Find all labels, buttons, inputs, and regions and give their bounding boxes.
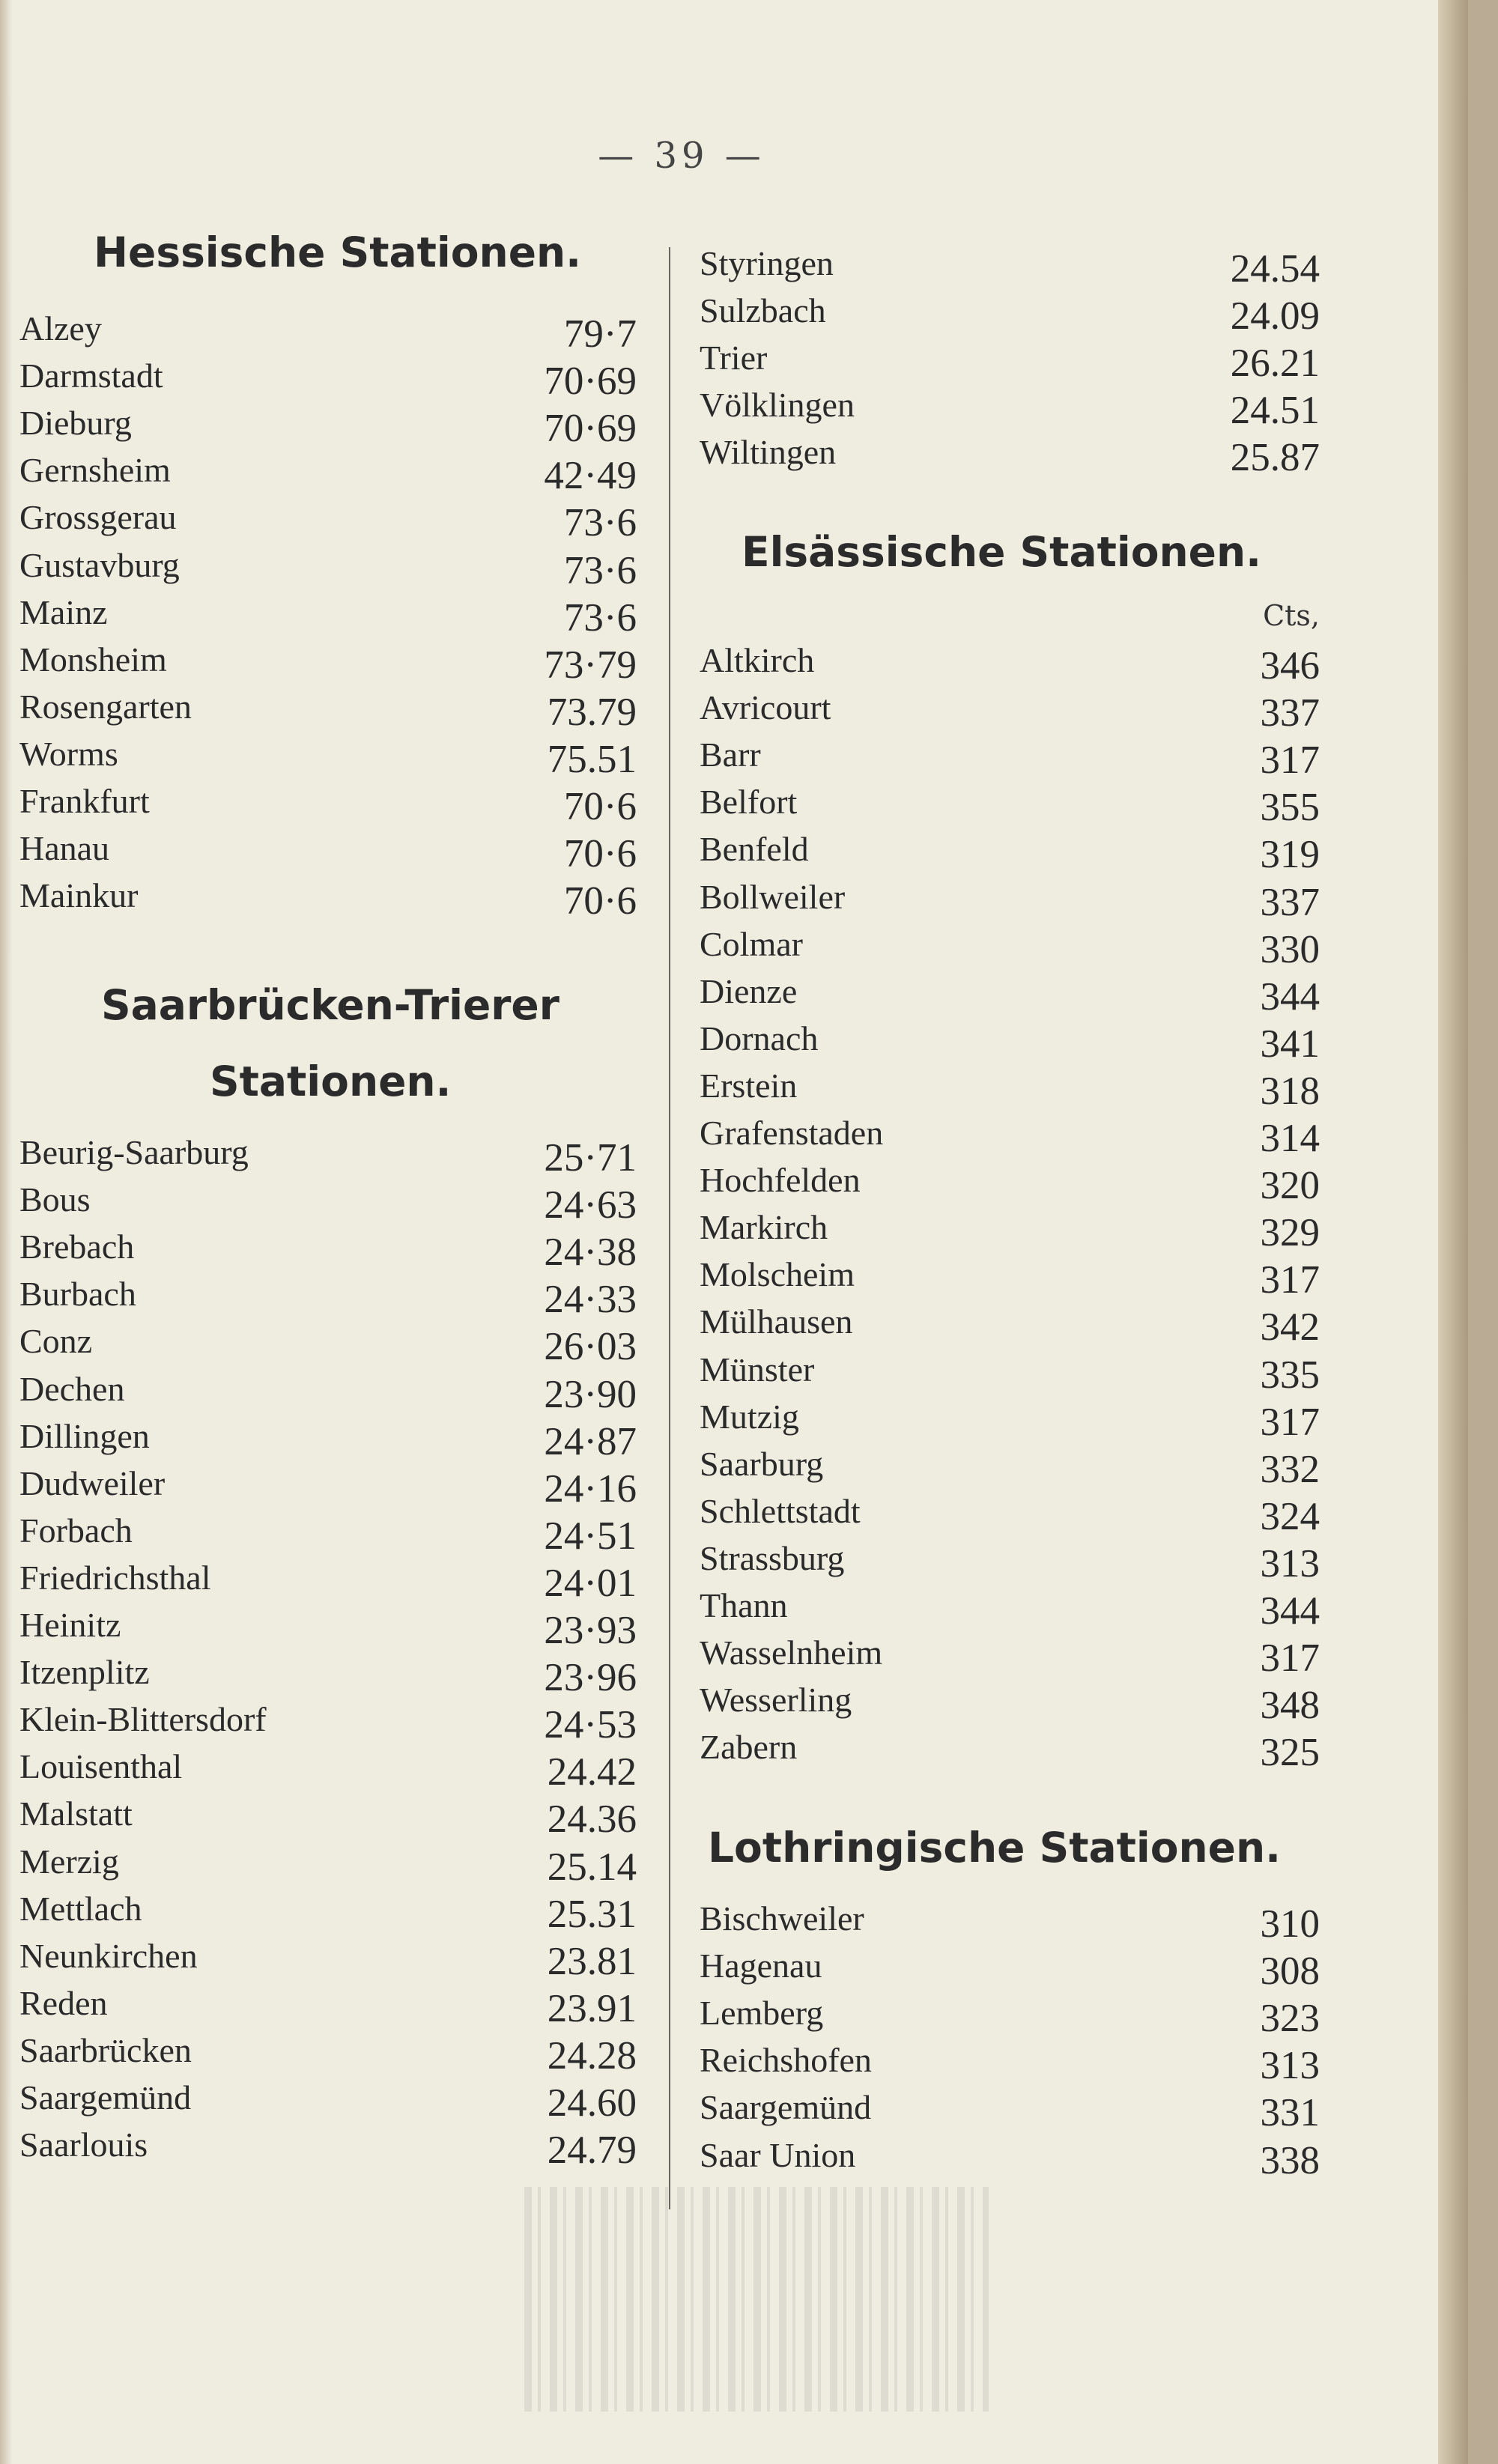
station-row bbox=[0, 309, 674, 356]
station-rate: 24.42 bbox=[547, 1750, 637, 1794]
station-rate: 24.54 bbox=[1230, 247, 1320, 291]
station-name: Itzenplitz bbox=[19, 1653, 150, 1692]
station-name: Hagenau bbox=[700, 1946, 822, 1985]
station-name: Strassburg bbox=[700, 1538, 845, 1577]
station-row bbox=[667, 1899, 1416, 1946]
station-rate: 317 bbox=[1260, 1258, 1320, 1302]
heading-saarbruecken-line1: Saarbrücken-Trierer bbox=[101, 981, 560, 1029]
station-rate: 23·96 bbox=[544, 1656, 637, 1700]
station-row bbox=[0, 1794, 674, 1842]
station-rate: 337 bbox=[1260, 880, 1320, 924]
station-rate: 323 bbox=[1260, 1997, 1320, 2041]
station-name: Bous bbox=[19, 1180, 91, 1219]
station-name: Mutzig bbox=[700, 1397, 799, 1436]
station-rate: 325 bbox=[1260, 1731, 1320, 1775]
station-name: Trier bbox=[700, 339, 768, 377]
station-name: Dudweiler bbox=[19, 1463, 166, 1502]
station-row bbox=[0, 1180, 674, 1228]
station-name: Rosengarten bbox=[19, 687, 192, 726]
station-row bbox=[667, 1019, 1416, 1066]
station-row bbox=[667, 829, 1416, 877]
station-name: Zabern bbox=[700, 1728, 798, 1767]
station-row bbox=[667, 1727, 1416, 1775]
station-row bbox=[0, 1416, 674, 1461]
station-rate: 355 bbox=[1260, 786, 1320, 830]
station-name: Hanau bbox=[19, 829, 110, 868]
station-row bbox=[0, 1369, 674, 1414]
station-rate: 324 bbox=[1260, 1494, 1320, 1538]
station-rate: 318 bbox=[1260, 1069, 1320, 1113]
station-name: Wesserling bbox=[700, 1681, 852, 1720]
station-row bbox=[0, 1132, 674, 1180]
station-rate: 24·53 bbox=[544, 1703, 637, 1747]
station-row bbox=[667, 971, 1416, 1019]
station-rate: 70·6 bbox=[563, 832, 637, 876]
station-name: Sulzbach bbox=[700, 291, 826, 330]
station-rate: 313 bbox=[1260, 1541, 1320, 1585]
station-name: Dienze bbox=[700, 971, 798, 1010]
station-row bbox=[0, 781, 674, 826]
heading-hessische: Hessische Stationen. bbox=[94, 228, 582, 276]
station-name: Bollweiler bbox=[700, 877, 846, 916]
station-rate: 25.14 bbox=[547, 1845, 637, 1889]
station-rate: 24.51 bbox=[1230, 389, 1320, 433]
station-name: Barr bbox=[700, 735, 761, 774]
station-row bbox=[0, 2078, 674, 2125]
station-name: Saarbrücken bbox=[19, 2030, 192, 2069]
station-rate: 348 bbox=[1260, 1684, 1320, 1728]
station-row bbox=[667, 1066, 1416, 1111]
station-rate: 317 bbox=[1260, 738, 1320, 783]
station-rate: 344 bbox=[1260, 1589, 1320, 1633]
station-rate: 70·6 bbox=[563, 879, 637, 923]
station-name: Völklingen bbox=[700, 386, 855, 425]
station-row bbox=[667, 2087, 1416, 2135]
station-rate: 23·93 bbox=[544, 1609, 637, 1652]
station-rate: 73·6 bbox=[563, 595, 637, 640]
station-name: Erstein bbox=[700, 1066, 798, 1105]
station-name: Avricourt bbox=[700, 688, 831, 727]
station-name: Louisenthal bbox=[19, 1747, 183, 1786]
station-rate: 23·90 bbox=[544, 1372, 637, 1416]
station-row bbox=[0, 356, 674, 404]
station-name: Mettlach bbox=[19, 1889, 142, 1928]
station-row bbox=[0, 403, 674, 451]
station-row bbox=[0, 1652, 674, 1700]
station-name: Dillingen bbox=[19, 1416, 150, 1455]
station-rate: 42·49 bbox=[544, 454, 637, 498]
page-edge bbox=[1438, 0, 1468, 2464]
station-rate: 319 bbox=[1260, 833, 1320, 877]
station-name: Thann bbox=[700, 1586, 788, 1624]
station-rate: 346 bbox=[1260, 644, 1320, 688]
station-row bbox=[667, 385, 1416, 433]
station-rate: 24.09 bbox=[1230, 294, 1320, 339]
station-rate: 344 bbox=[1260, 974, 1320, 1019]
station-name: Belfort bbox=[700, 783, 798, 822]
station-row bbox=[667, 1254, 1416, 1302]
station-rate: 24.60 bbox=[547, 2081, 637, 2125]
heading-elsaessische: Elsässische Stationen. bbox=[742, 528, 1261, 576]
station-name: Saargemünd bbox=[19, 2078, 192, 2116]
station-rate: 24.28 bbox=[547, 2033, 637, 2078]
station-name: Dechen bbox=[19, 1369, 125, 1408]
station-rate: 320 bbox=[1260, 1164, 1320, 1208]
station-row bbox=[0, 1511, 674, 1556]
station-rate: 70·69 bbox=[544, 359, 637, 404]
station-name: Dornach bbox=[700, 1019, 819, 1057]
station-row bbox=[667, 1993, 1416, 2041]
station-rate: 23.91 bbox=[547, 1986, 637, 2030]
station-rate: 26·03 bbox=[544, 1325, 637, 1369]
station-name: Reden bbox=[19, 1983, 108, 2022]
station-rate: 24·16 bbox=[544, 1466, 637, 1511]
station-name: Mainkur bbox=[19, 876, 139, 915]
station-row bbox=[667, 1946, 1416, 1994]
station-row bbox=[667, 1160, 1416, 1208]
station-name: Heinitz bbox=[19, 1606, 121, 1644]
station-row bbox=[667, 1397, 1416, 1442]
station-name: Benfeld bbox=[700, 830, 809, 869]
station-rate: 73·6 bbox=[563, 548, 637, 592]
station-name: Grossgerau bbox=[19, 498, 177, 537]
station-row bbox=[667, 2040, 1416, 2088]
station-name: Gustavburg bbox=[19, 545, 180, 584]
station-rate: 24·63 bbox=[544, 1183, 637, 1228]
station-name: Münster bbox=[700, 1350, 815, 1389]
station-name: Forbach bbox=[19, 1511, 133, 1550]
station-name: Styringen bbox=[700, 244, 834, 282]
station-row bbox=[667, 1113, 1416, 1158]
station-row bbox=[0, 1605, 674, 1650]
station-name: Monsheim bbox=[19, 640, 167, 679]
station-rate: 331 bbox=[1260, 2091, 1320, 2135]
station-row bbox=[0, 2125, 674, 2173]
station-row bbox=[0, 1889, 674, 1934]
station-row bbox=[667, 1585, 1416, 1633]
station-row bbox=[667, 1444, 1416, 1489]
station-name: Molscheim bbox=[700, 1255, 855, 1294]
station-rate: 313 bbox=[1260, 2044, 1320, 2088]
station-row bbox=[667, 1633, 1416, 1681]
station-rate: 73·79 bbox=[544, 643, 637, 687]
station-row bbox=[667, 1491, 1416, 1536]
station-rate: 73·6 bbox=[563, 501, 637, 545]
station-rate: 342 bbox=[1260, 1305, 1320, 1350]
station-rate: 73.79 bbox=[547, 690, 637, 734]
station-row bbox=[0, 1227, 674, 1275]
station-name: Worms bbox=[19, 734, 118, 773]
station-row bbox=[0, 876, 674, 923]
station-rate: 25.31 bbox=[547, 1892, 637, 1936]
station-row bbox=[0, 1983, 674, 2028]
station-row bbox=[0, 1936, 674, 1981]
station-rate: 75.51 bbox=[547, 737, 637, 781]
station-name: Mainz bbox=[19, 592, 108, 631]
station-rate: 317 bbox=[1260, 1636, 1320, 1681]
station-name: Saarlouis bbox=[19, 2125, 148, 2164]
station-name: Saar Union bbox=[700, 2135, 856, 2174]
station-rate: 70·6 bbox=[563, 785, 637, 828]
station-row bbox=[667, 782, 1416, 830]
station-name: Markirch bbox=[700, 1208, 828, 1247]
station-name: Saargemünd bbox=[700, 2088, 872, 2127]
station-row bbox=[0, 1747, 674, 1794]
station-row bbox=[667, 1538, 1416, 1583]
station-name: Malstatt bbox=[19, 1794, 133, 1833]
station-row bbox=[0, 592, 674, 640]
station-rate: 25.87 bbox=[1230, 436, 1320, 480]
station-name: Alzey bbox=[19, 309, 102, 348]
heading-lothringische: Lothringische Stationen. bbox=[708, 1824, 1282, 1872]
station-rate: 338 bbox=[1260, 2138, 1320, 2182]
station-name: Neunkirchen bbox=[19, 1936, 198, 1975]
station-rate: 337 bbox=[1260, 691, 1320, 735]
page-number: — 39 — bbox=[598, 135, 765, 177]
station-row bbox=[0, 687, 674, 732]
station-row bbox=[667, 291, 1416, 339]
station-rate: 335 bbox=[1260, 1353, 1320, 1397]
station-row bbox=[667, 1302, 1416, 1350]
station-rate: 24.36 bbox=[547, 1797, 637, 1842]
station-rate: 23.81 bbox=[547, 1939, 637, 1983]
station-name: Wiltingen bbox=[700, 433, 837, 472]
station-row bbox=[0, 1321, 674, 1369]
station-row bbox=[0, 2030, 674, 2078]
station-rate: 24·51 bbox=[544, 1514, 637, 1558]
station-name: Lemberg bbox=[700, 1994, 824, 2033]
station-rate: 24.79 bbox=[547, 2128, 637, 2173]
station-row bbox=[0, 1463, 674, 1511]
station-row bbox=[0, 1842, 674, 1887]
station-name: Reichshofen bbox=[700, 2041, 872, 2080]
heading-saarbruecken-line2: Stationen. bbox=[210, 1057, 452, 1105]
station-row bbox=[0, 734, 674, 779]
station-name: Colmar bbox=[700, 924, 803, 963]
station-rate: 314 bbox=[1260, 1117, 1320, 1160]
station-row bbox=[667, 2135, 1416, 2180]
station-row bbox=[667, 877, 1416, 922]
station-row bbox=[667, 1680, 1416, 1728]
station-name: Saarburg bbox=[700, 1444, 824, 1483]
station-row bbox=[0, 640, 674, 685]
station-name: Merzig bbox=[19, 1842, 119, 1881]
station-rate: 24·87 bbox=[544, 1419, 637, 1463]
station-row bbox=[0, 828, 674, 876]
station-rate: 25·71 bbox=[544, 1136, 637, 1180]
station-name: Dieburg bbox=[19, 404, 132, 443]
station-row bbox=[0, 1699, 674, 1747]
station-rate: 24·01 bbox=[544, 1561, 637, 1605]
station-name: Burbach bbox=[19, 1275, 136, 1314]
station-name: Conz bbox=[19, 1322, 93, 1361]
station-row bbox=[0, 497, 674, 545]
station-row bbox=[0, 545, 674, 590]
station-row bbox=[667, 735, 1416, 783]
station-rate: 332 bbox=[1260, 1447, 1320, 1491]
station-row bbox=[667, 924, 1416, 969]
station-name: Friedrichsthal bbox=[19, 1558, 211, 1597]
station-rate: 310 bbox=[1260, 1902, 1320, 1946]
station-name: Brebach bbox=[19, 1228, 135, 1266]
station-rate: 24·38 bbox=[544, 1231, 637, 1275]
station-row bbox=[667, 688, 1416, 735]
station-name: Grafenstaden bbox=[700, 1114, 884, 1152]
station-rate: 329 bbox=[1260, 1211, 1320, 1255]
station-name: Darmstadt bbox=[19, 356, 163, 395]
station-name: Schlettstadt bbox=[700, 1491, 861, 1530]
station-name: Klein-Blittersdorf bbox=[19, 1700, 267, 1739]
station-name: Bischweiler bbox=[700, 1899, 864, 1937]
station-rate: 341 bbox=[1260, 1022, 1320, 1066]
station-rate: 79·7 bbox=[563, 312, 637, 356]
station-row bbox=[667, 338, 1416, 386]
station-rate: 308 bbox=[1260, 1949, 1320, 1994]
station-name: Wasselnheim bbox=[700, 1633, 883, 1672]
station-row bbox=[0, 450, 674, 498]
station-name: Altkirch bbox=[700, 641, 815, 679]
station-rate: 317 bbox=[1260, 1400, 1320, 1444]
station-name: Hochfelden bbox=[700, 1161, 861, 1200]
station-row bbox=[667, 432, 1416, 480]
station-name: Beurig-Saarburg bbox=[19, 1133, 249, 1171]
station-name: Gernsheim bbox=[19, 451, 171, 490]
station-row bbox=[667, 1207, 1416, 1255]
station-rate: 330 bbox=[1260, 927, 1320, 971]
station-rate: 70·69 bbox=[544, 407, 637, 451]
station-row bbox=[0, 1274, 674, 1322]
station-name: Frankfurt bbox=[19, 782, 150, 820]
station-rate: 26.21 bbox=[1230, 342, 1320, 386]
station-row bbox=[667, 1350, 1416, 1395]
station-row bbox=[667, 640, 1416, 688]
unit-label: Cts, bbox=[1263, 599, 1320, 632]
station-rate: 24·33 bbox=[544, 1278, 637, 1322]
station-row bbox=[667, 243, 1416, 291]
station-name: Mülhausen bbox=[700, 1302, 853, 1341]
station-row bbox=[0, 1558, 674, 1603]
library-barcode-bleedthrough bbox=[524, 2187, 989, 2412]
